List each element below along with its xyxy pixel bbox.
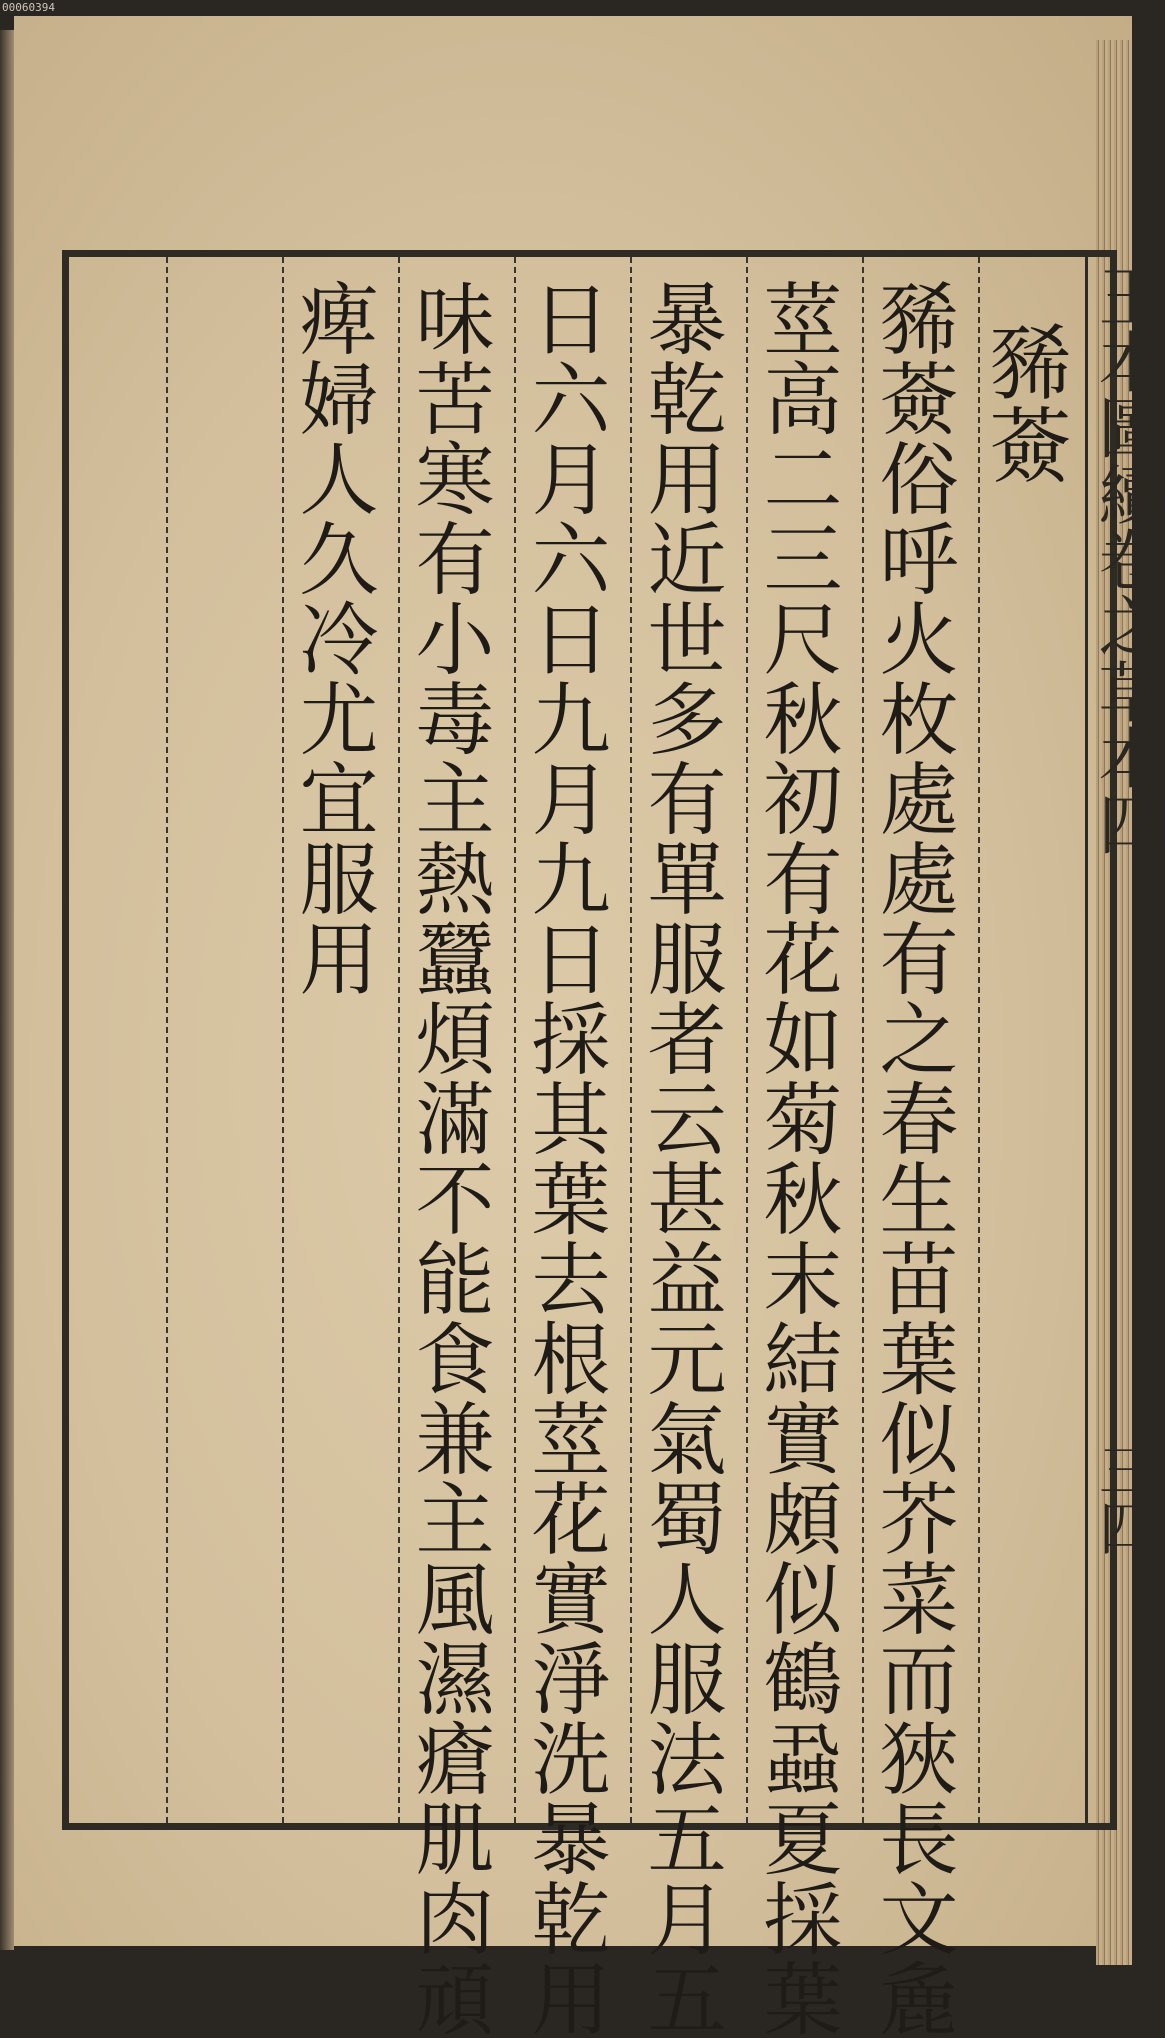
column-rule	[514, 257, 516, 1823]
text-column-6: 痺婦人久冷尤宜服用	[286, 278, 378, 998]
column-rule	[978, 257, 980, 1823]
text-column-1: 豨薟俗呼火枚處處有之春生苗葉似芥菜而狹長文麁	[866, 278, 958, 2038]
column-rule	[282, 257, 284, 1823]
text-column-5: 味苦寒有小毒主熱蠶煩滿不能食兼主風濕瘡肌肉頑	[402, 278, 494, 2038]
column-rule	[746, 257, 748, 1823]
column-heading: 豨薟	[976, 320, 1071, 486]
column-rule	[398, 257, 400, 1823]
text-column-3: 暴乾用近世多有單服者云甚益元氣蜀人服法五月五	[634, 278, 726, 2038]
text-column-4: 日六月六日九月九日採其葉去根莖花實淨洗暴乾用	[518, 278, 610, 2038]
left-page-edge	[0, 30, 14, 1950]
leaf-number: 三四	[1089, 1440, 1157, 1556]
column-rule	[862, 257, 864, 1823]
book-title: 王本圖續卷之草本四	[1087, 262, 1164, 856]
column-rule	[630, 257, 632, 1823]
column-rule	[166, 257, 168, 1823]
text-column-2: 莖高二三尺秋初有花如菊秋末結實頗似鶴蝨夏採葉	[750, 278, 842, 2038]
scan-id-label: 00060394	[2, 1, 55, 14]
